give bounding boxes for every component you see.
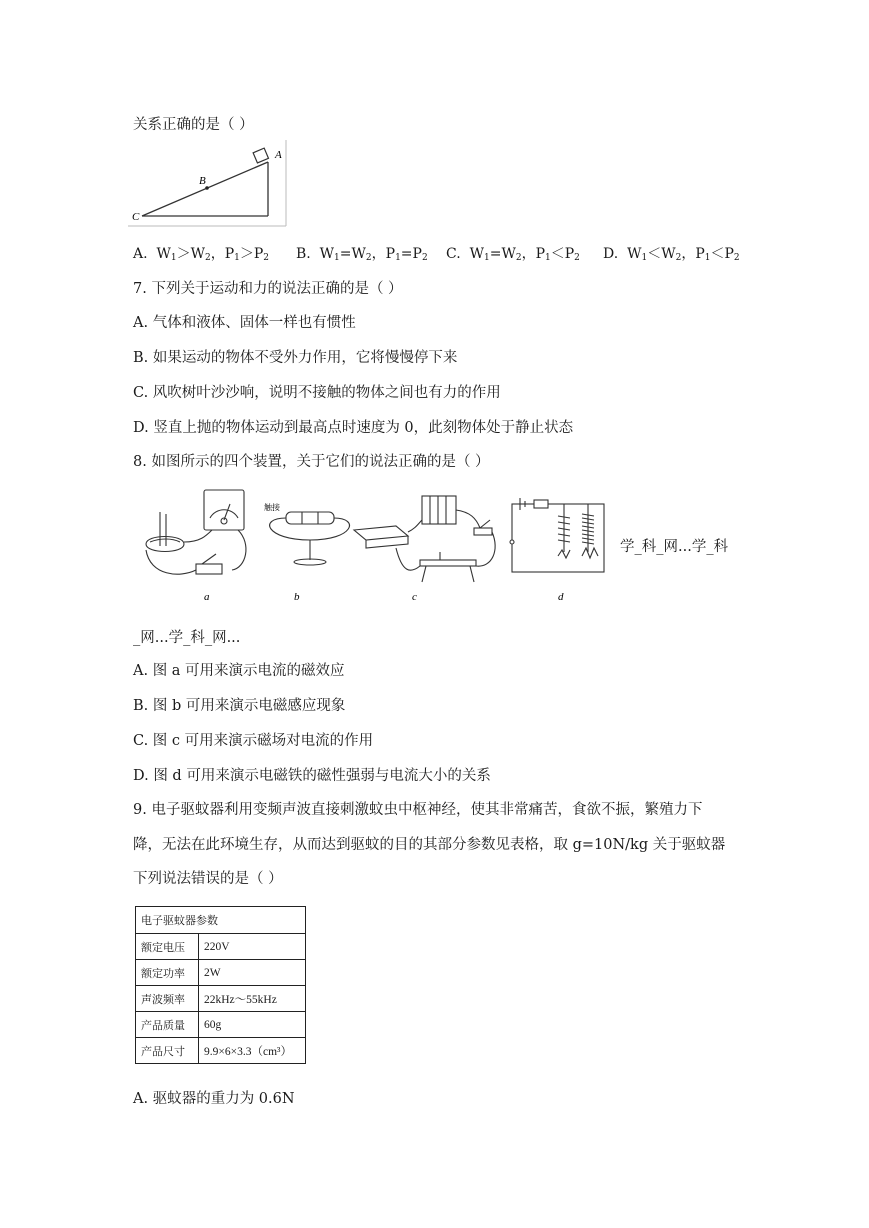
q9-stem-line-1: 9. 电子驱蚊器利用变频声波直接刺激蚊虫中枢神经，使其非常痛苦，食欲不振，繁殖力下 <box>133 802 703 818</box>
label-a: A <box>275 149 282 161</box>
param-key: 产品尺寸 <box>136 1038 199 1064</box>
block <box>253 148 268 163</box>
q9-stem-line-3: 下列说法错误的是（ ） <box>133 871 283 887</box>
param-value: 9.9×6×3.3（cm³） <box>199 1038 306 1064</box>
caption-b: b <box>294 591 300 603</box>
table-row <box>136 986 306 1012</box>
q7-stem: 7. 下列关于运动和力的说法正确的是（ ） <box>133 281 403 297</box>
q7-option-b: B. 如果运动的物体不受外力作用，它将慢慢停下来 <box>133 350 458 366</box>
q6-stem-tail: 关系正确的是（ ） <box>133 117 254 133</box>
table-row <box>136 1012 306 1038</box>
incline-figure <box>128 140 288 228</box>
q6-option-a: A. $W_1>W_2$，$P_1>P_2$ <box>133 246 270 263</box>
label-c: C <box>132 211 140 223</box>
param-key: 额定功率 <box>136 960 199 986</box>
caption-a: a <box>204 591 210 603</box>
q6-option-d: D. $W_1<W_2$，$P_1<P_2$ <box>603 246 740 263</box>
param-value: 220V <box>199 934 306 960</box>
param-key: 产品质量 <box>136 1012 199 1038</box>
label-b: B <box>199 175 206 187</box>
q8-stem: 8. 如图所示的四个装置，关于它们的说法正确的是（ ） <box>133 454 490 470</box>
q8-option-d: D. 图 d 可用来演示电磁铁的磁性强弱与电流大小的关系 <box>133 768 491 784</box>
table-row <box>136 960 306 986</box>
watermark-text-1: 学_科_网...学_科 <box>620 539 729 555</box>
q7-option-d: D. 竖直上抛的物体运动到最高点时速度为 0，此刻物体处于静止状态 <box>133 420 574 436</box>
param-value: 2W <box>199 960 306 986</box>
q9-option-a: A. 驱蚊器的重力为 0.6N <box>133 1091 295 1107</box>
four-devices-figure <box>140 484 610 606</box>
table-row <box>136 1038 306 1064</box>
param-key: 额定电压 <box>136 934 199 960</box>
table-title: 电子驱蚊器参数 <box>136 907 306 934</box>
q6-option-c: C. $W_1=W_2$，$P_1<P_2$ <box>446 246 580 263</box>
figure-d-electromagnet-circuit <box>510 498 604 572</box>
q7-option-a: A. 气体和液体、固体一样也有惯性 <box>133 315 356 331</box>
table-title-row <box>136 907 306 934</box>
table-row <box>136 934 306 960</box>
param-value: 60g <box>199 1012 306 1038</box>
figure-a-galvanometer-setup <box>146 490 246 574</box>
figure-c-rail-setup <box>354 496 495 582</box>
incline-slope <box>142 162 268 216</box>
point-b <box>205 186 209 190</box>
param-key: 声波频率 <box>136 986 199 1012</box>
caption-c: c <box>412 591 417 603</box>
q7-option-c: C. 风吹树叶沙沙响，说明不接触的物体之间也有力的作用 <box>133 385 501 401</box>
q8-option-a: A. 图 a 可用来演示电流的磁效应 <box>133 663 345 679</box>
parameter-table <box>135 906 306 1064</box>
q8-option-c: C. 图 c 可用来演示磁场对电流的作用 <box>133 733 374 749</box>
q8-option-b: B. 图 b 可用来演示电磁感应现象 <box>133 698 346 714</box>
figure-b-label: 触接 <box>264 503 280 512</box>
param-value: 22kHz～55kHz <box>199 986 306 1012</box>
q9-stem-line-2: 降，无法在此环境生存，从而达到驱蚊的目的其部分参数见表格，取 g=10N/kg 关于驱蚊器 <box>133 837 726 853</box>
caption-d: d <box>558 591 564 603</box>
q6-option-b: B. $W_1=W_2$，$P_1=P_2$ <box>296 246 428 263</box>
watermark-text-2: _网...学_科_网... <box>133 630 241 646</box>
figure-b-solenoid-setup <box>270 512 350 565</box>
